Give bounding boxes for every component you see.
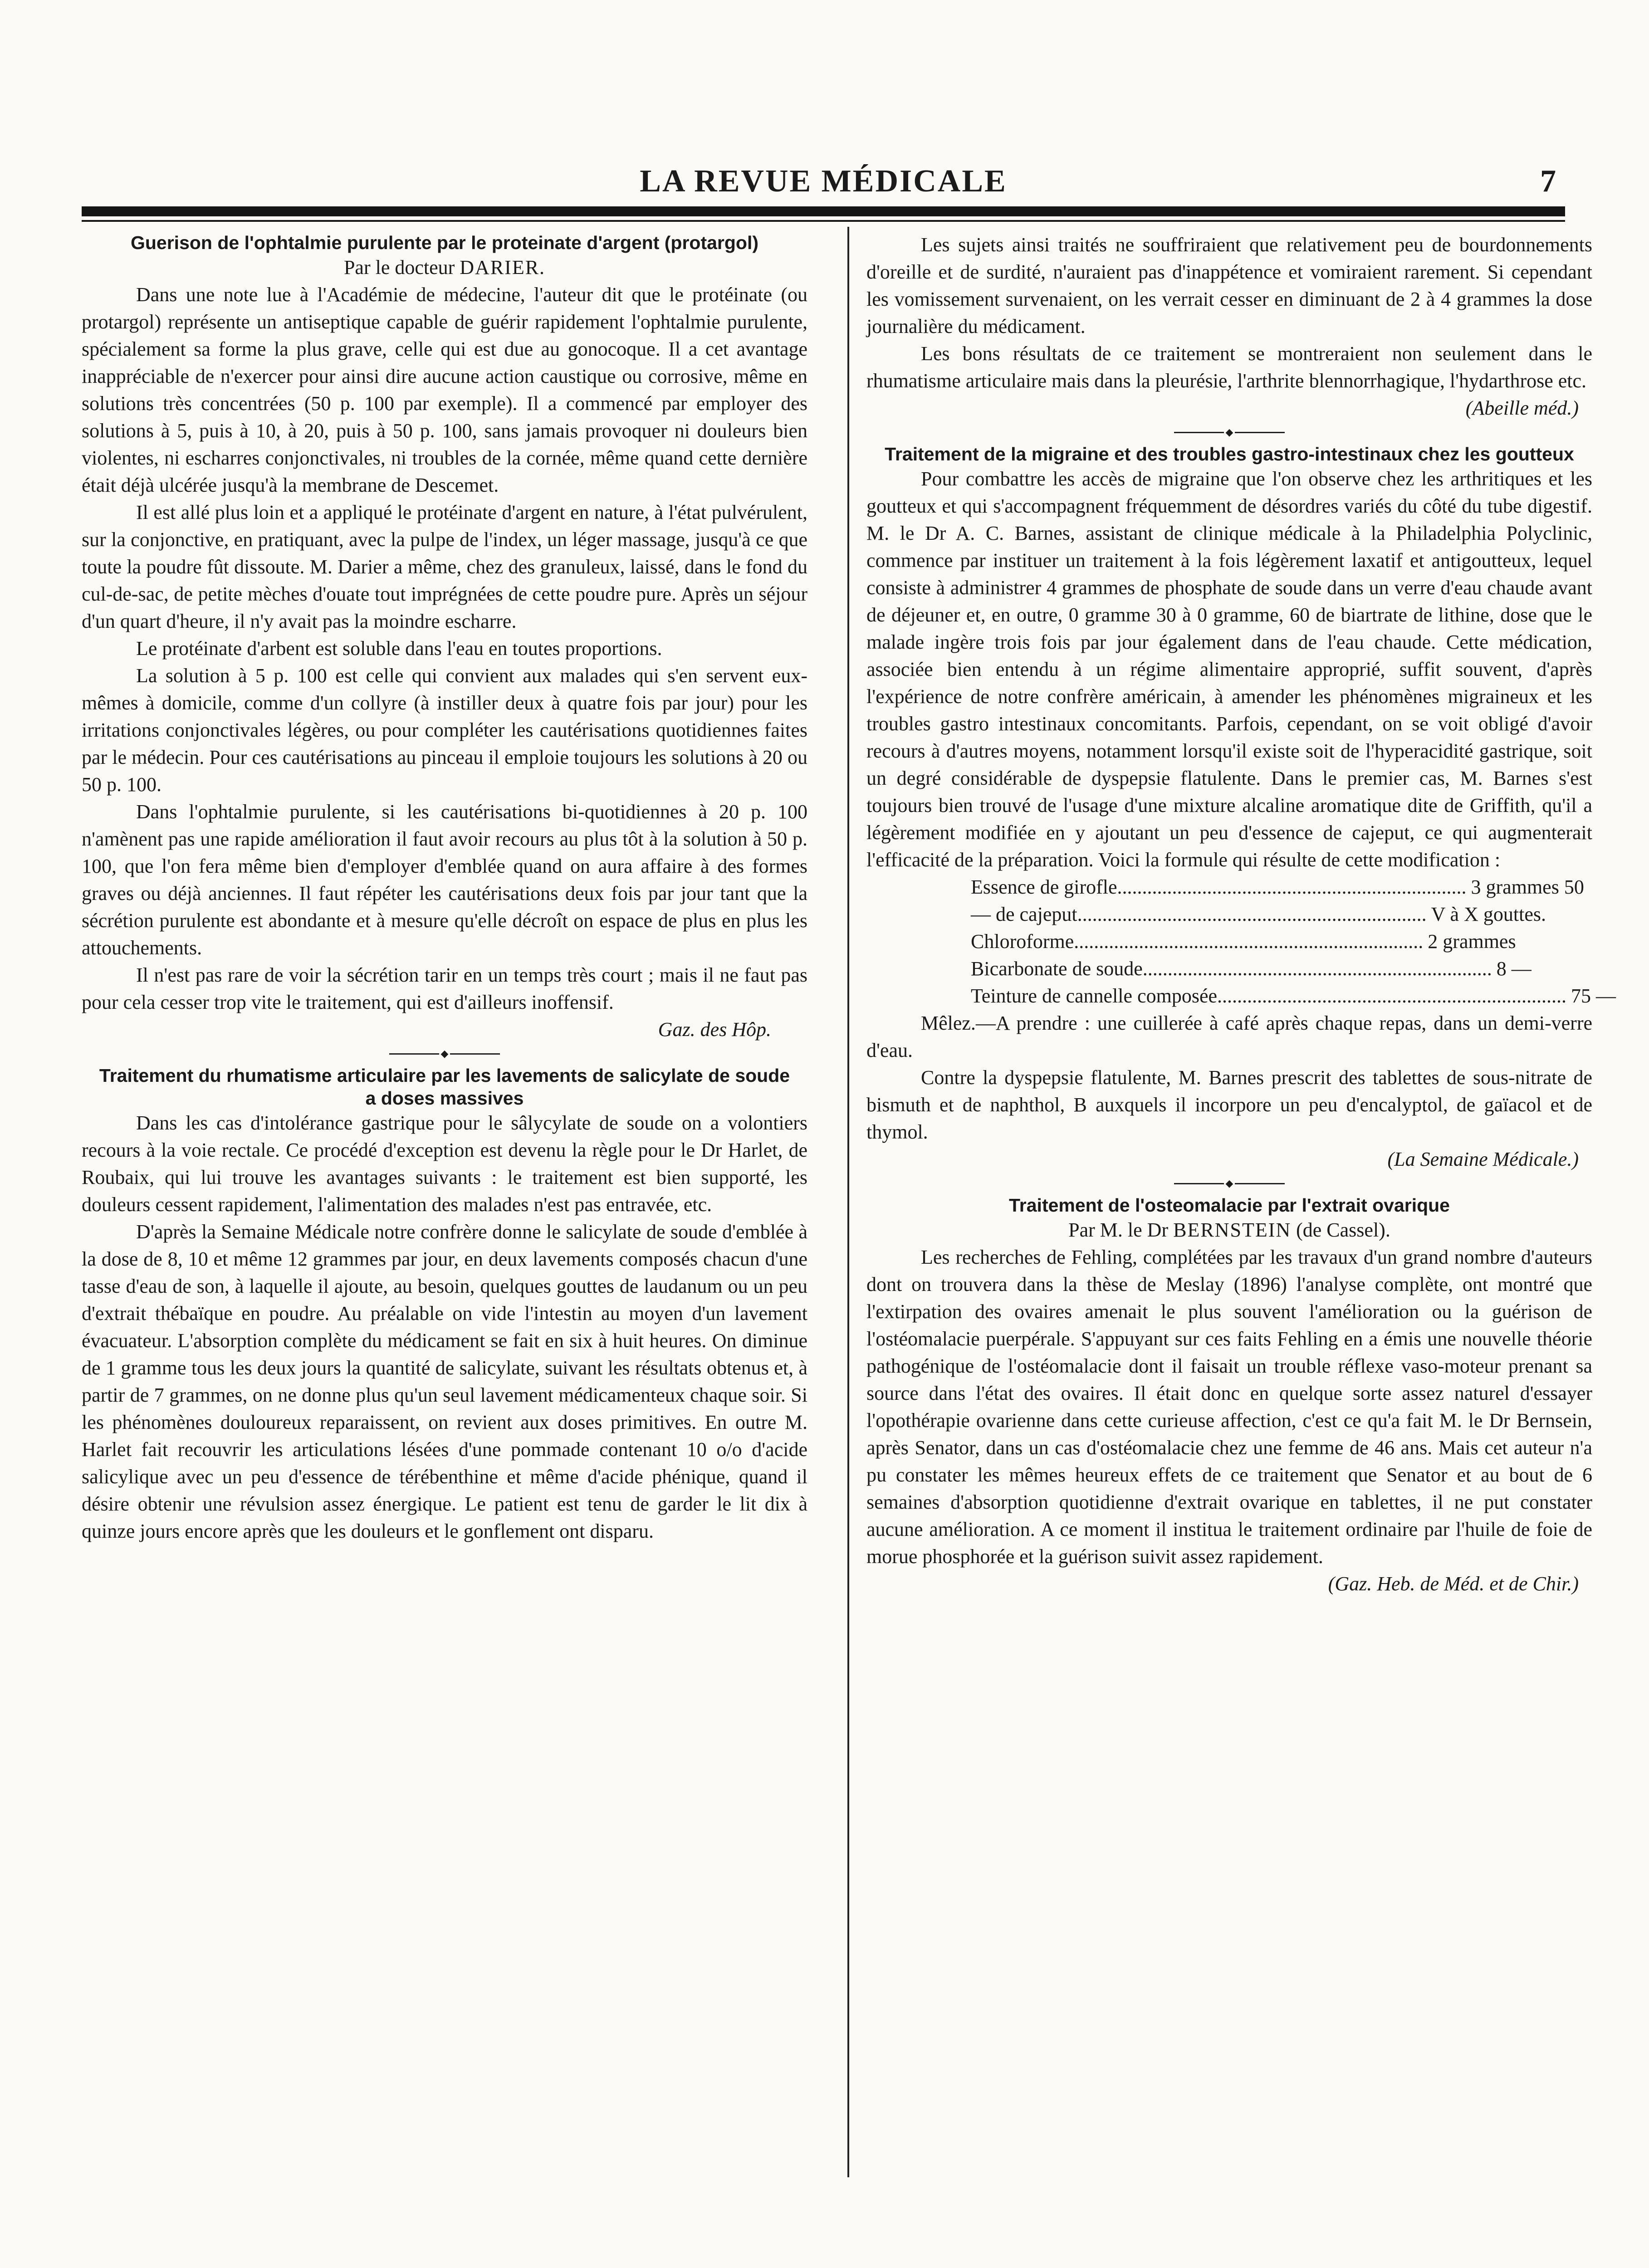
- formula-quantity: 8 —: [1496, 958, 1532, 980]
- article-source: (Gaz. Heb. de Méd. et de Chir.): [1328, 1573, 1579, 1595]
- article-rhumatisme: [82, 1064, 807, 1545]
- header-rule-thin: [82, 220, 1565, 222]
- section-separator: ◆: [866, 1173, 1592, 1194]
- paragraph: Il n'est pas rare de voir la sécrétion tarir en un temps très court ; mais il ne faut pas pour cela cesser trop vite le traitement, qui est d'ailleurs inoffensif.: [82, 964, 807, 1013]
- paragraph: Contre la dyspepsie flatulente, M. Barnes prescrit des tablettes de sous-nitrate de bismuth et de naphthol, B auxquels il incorpore un peu d'encalyptol, de gaïacol et de thymol.: [866, 1066, 1592, 1143]
- paragraph: D'après la Semaine Médicale notre confrère donne le salicylate de soude d'emblée à la dose de 8, 10 et même 12 grammes par jour, en deux lavements composés chacun d'une tasse d'eau de son, à laquelle il ajoute, au besoin, quelques gouttes de laudanum ou un peu d'extrait thébaïque en poudre. Au préalable on vide l'intestin au moyen d'un lavement évacuateur. L'absorption complète du médicament se fait en six à huit heures. On diminue de 1 gramme tous les deux jours la quantité de salicylate, suivant les résultats obtenus et, à partir de 7 grammes, on ne donne plus qu'un seul lavement médicamenteux chaque soir. Si les phénomènes douloureux reparaissent, on revient aux doses primitives. En outre M. Harlet fait recouvrir les articulations lésées d'une pommade contenant 10 o/o d'acide salicylique avec un peu d'essence de térébenthine et même d'acide phénique, quand il désire obtenir une révulsion assez énergique. Le patient est tenu de garder le lit dix à quinze jours encore après que les douleurs et le gonflement ont disparu.: [82, 1221, 807, 1542]
- byline-prefix: Par le docteur: [343, 256, 455, 279]
- paragraph: Dans une note lue à l'Académie de médecine, l'auteur dit que le protéinate (ou protargol) représente un antiseptique capable de guérir rapidement l'ophtalmie purulente, spécialement sa forme la plus grave, celle qui est due au gonocoque. Il a cet avantage inappréciable de n'exercer pour ainsi dire aucune action caustique ou corrosive, même en solutions très concentrées (50 p. 100 par exemple). Il a commencé par employer des solutions à 5, puis à 10, à 20, puis à 50 p. 100, sans jamais provoquer ni douleurs bien violentes, ni escharres conjonctivales, ni troubles de la cornée, même quand cette dernière était déjà ulcérée jusqu'à la membrane de Descemet.: [82, 284, 807, 496]
- formula-row: — de cajeput ...................................................................... V à X gouttes.: [971, 901, 1529, 928]
- section-separator: ◆: [82, 1043, 807, 1064]
- article-migraine: [866, 443, 1616, 1173]
- article-byline: [866, 1217, 1592, 1244]
- article-title: Guerison de l'ophtalmie purulente par le proteinate d'argent (protargol): [130, 232, 759, 253]
- article-continuation: [866, 231, 1592, 422]
- article-ophtalmie: [82, 231, 807, 1043]
- formula-quantity: V à X gouttes.: [1431, 903, 1546, 925]
- formula-quantity: 75 —: [1571, 985, 1616, 1007]
- paragraph: Les bons résultats de ce traitement se montreraient non seulement dans le rhumatisme articulaire mais dans la pleurésie, l'arthrite blennorrhagique, l'hydarthrose etc.: [866, 342, 1592, 392]
- page-header: [82, 163, 1565, 204]
- formula-quantity: 3 grammes 50: [1471, 876, 1584, 898]
- formula-ingredient: Teinture de cannelle composée: [971, 985, 1217, 1007]
- section-separator: ◆: [866, 422, 1592, 443]
- article-title: Traitement de la migraine et des troubles gastro-intestinaux chez les goutteux: [885, 444, 1574, 464]
- formula-row: Chloroforme ...................................................................... 2 grammes: [971, 928, 1529, 955]
- article-byline: [82, 254, 807, 281]
- paragraph: La solution à 5 p. 100 est celle qui convient aux malades qui s'en servent eux-mêmes à domicile, comme d'un collyre (à instiller deux à quatre fois par jour) pour les irritations conjonctivales légères, ou pour compléter les cautérisations quotidiennes faites par le médecin. Pour ces cautérisations au pinceau il emploie toujours les solutions à 20 ou 50 p. 100.: [82, 665, 807, 796]
- paragraph: Les sujets ainsi traités ne souffriraient que relativement peu de bourdonnements d'oreille et de surdité, n'auraient pas d'inappétence et vomiraient rarement. Si cependant les vomissement survenaient, on les verrait cesser en diminuant de 2 à 4 grammes la dose journalière du médicament.: [866, 234, 1592, 337]
- formula-table: [971, 874, 1616, 1010]
- paragraph: Dans l'ophtalmie purulente, si les cautérisations bi-quotidiennes à 20 p. 100 n'amènent pas une rapide amélioration il faut avoir recours au plus tôt à la solution à 50 p. 100, que l'on fera même bien d'employer d'emblée quand on aura affaire à des formes graves ou déjà anciennes. Il faut répéter les cautérisations deux fois par jour tant que la sécrétion purulente est abondante et à mesure qu'elle décroît on espace de plus en plus les attouchements.: [82, 801, 807, 959]
- formula-row: Bicarbonate de soude ...................................................................... 8 —: [971, 955, 1529, 982]
- paragraph: Les recherches de Fehling, complétées par les travaux d'un grand nombre d'auteurs dont on trouvera dans la thèse de Meslay (1896) l'analyse complète, ont montré que l'extirpation des ovaires amenait le plus souvent l'amélioration ou la guérison de l'ostéomalacie puerpérale. S'appuyant sur ces faits Fehling en a émis une nouvelle théorie pathogénique de l'ostéomalacie dont il faisait un trouble réflexe vaso-moteur prenant sa source dans l'état des ovaires. Il était donc en quelque sorte assez naturel d'essayer l'opothérapie ovarienne dans cette curieuse affection, c'est ce qu'a fait M. le Dr Bernsein, après Senator, dans un cas d'ostéomalacie chez une femme de 46 ans. Mais cet auteur n'a pu constater les mêmes heureux effets de ce traitement que Senator et au bout de 6 semaines d'absorption quotidienne d'extrait ovarique en tablettes, il ne put constater aucune amélioration. A ce moment il institua le traitement ordinaire par l'huile de foie de morue phosphorée et la guérison suivit assez rapidement.: [866, 1246, 1592, 1568]
- article-source: Gaz. des Hôp.: [658, 1018, 771, 1041]
- paragraph: Le protéinate d'arbent est soluble dans l'eau en toutes proportions.: [136, 637, 662, 660]
- page-number: 7: [1540, 164, 1556, 199]
- formula-ingredient: Chloroforme: [971, 930, 1074, 953]
- byline-author: DARIER.: [460, 256, 546, 279]
- right-column: [866, 231, 1616, 1598]
- byline-prefix: Par M. le Dr: [1068, 1219, 1169, 1241]
- byline-suffix: (de Cassel).: [1296, 1219, 1390, 1241]
- formula-ingredient: Bicarbonate de soude: [971, 958, 1143, 980]
- formula-row: Essence de girofle ...................................................................... 3 grammes 50: [971, 874, 1529, 901]
- column-divider: [847, 227, 849, 2177]
- journal-title: LA REVUE MÉDICALE: [640, 164, 1007, 199]
- header-rule-heavy: [82, 206, 1565, 216]
- article-source: (Abeille méd.): [1465, 397, 1579, 419]
- formula-ingredient: Essence de girofle: [971, 876, 1117, 898]
- paragraph: Mêlez.—A prendre : une cuillerée à café après chaque repas, dans un demi-verre d'eau.: [866, 1012, 1592, 1061]
- formula-quantity: 2 grammes: [1428, 930, 1516, 953]
- formula-ingredient: — de cajeput: [971, 903, 1077, 925]
- paragraph: Pour combattre les accès de migraine que l'on observe chez les arthritiques et les goutteux et qui s'accompagnent fréquemment de désordres variés du côté du tube digestif. M. le Dr A. C. Barnes, assistant de clinique médicale à la Philadelphia Polyclinic, commence par instituer un traitement à la fois légèrement laxatif et antigoutteux, lequel consiste à administrer 4 grammes de phosphate de soude dans un verre d'eau chaude avant de déjeuner et, en outre, 0 gramme 30 à 0 gramme, 60 de biartrate de lithine, dose que le malade ingère trois fois par jour également dans de l'eau chaude. Cette médication, associée bien entendu à un régime alimentaire approprié, suffit souvent, d'après l'expérience de notre confrère américain, à amender les phénomènes migraineux et les troubles gastro intestinaux concomitants. Parfois, cependant, on se voit obligé d'avoir recours à d'autres moyens, notamment lorsqu'il existe soit de l'hyperacidité gastrique, soit un degré considérable de dyspepsie flatulente. Dans le premier cas, M. Barnes s'est toujours bien trouvé de l'usage d'une mixture alcaline aromatique dite de Griffith, qu'il a légèrement modifiée en y ajoutant un peu d'essence de cajeput, ce qui augmenterait l'efficacité de la préparation. Voici la formule qui résulte de cette modification :: [866, 468, 1592, 871]
- article-title: Traitement du rhumatisme articulaire par les lavements de salicylate de soude a doses massives: [99, 1065, 790, 1109]
- formula-row: Teinture de cannelle composée ...................................................................... 75 —: [971, 982, 1529, 1010]
- article-osteomalacie: [866, 1194, 1592, 1598]
- byline-author: BERNSTEIN: [1173, 1219, 1292, 1241]
- article-title: Traitement de l'osteomalacie par l'extrait ovarique: [1009, 1195, 1450, 1216]
- left-column: [82, 231, 807, 1545]
- article-source: (La Semaine Médicale.): [1387, 1148, 1579, 1170]
- paragraph: Il est allé plus loin et a appliqué le protéinate d'argent en nature, à l'état pulvérulent, sur la conjonctive, en pratiquant, avec la pulpe de l'index, un léger massage, jusqu'à ce que toute la poudre fût dissoute. M. Darier a même, chez des granuleux, laissé, dans le fond du cul-de-sac, de petite mèches d'ouate tout imprégnées de cette poudre pure. Après un séjour d'un quart d'heure, il n'y avait pas la moindre escharre.: [82, 501, 807, 632]
- paragraph: Dans les cas d'intolérance gastrique pour le sâlycylate de soude on a volontiers recours à la voie rectale. Ce procédé d'exception est devenu la règle pour le Dr Harlet, de Roubaix, qui lui trouve les avantages suivants : le traitement est bien supporté, les douleurs cessent rapidement, l'alimentation des malades n'est pas entravée, etc.: [82, 1112, 807, 1216]
